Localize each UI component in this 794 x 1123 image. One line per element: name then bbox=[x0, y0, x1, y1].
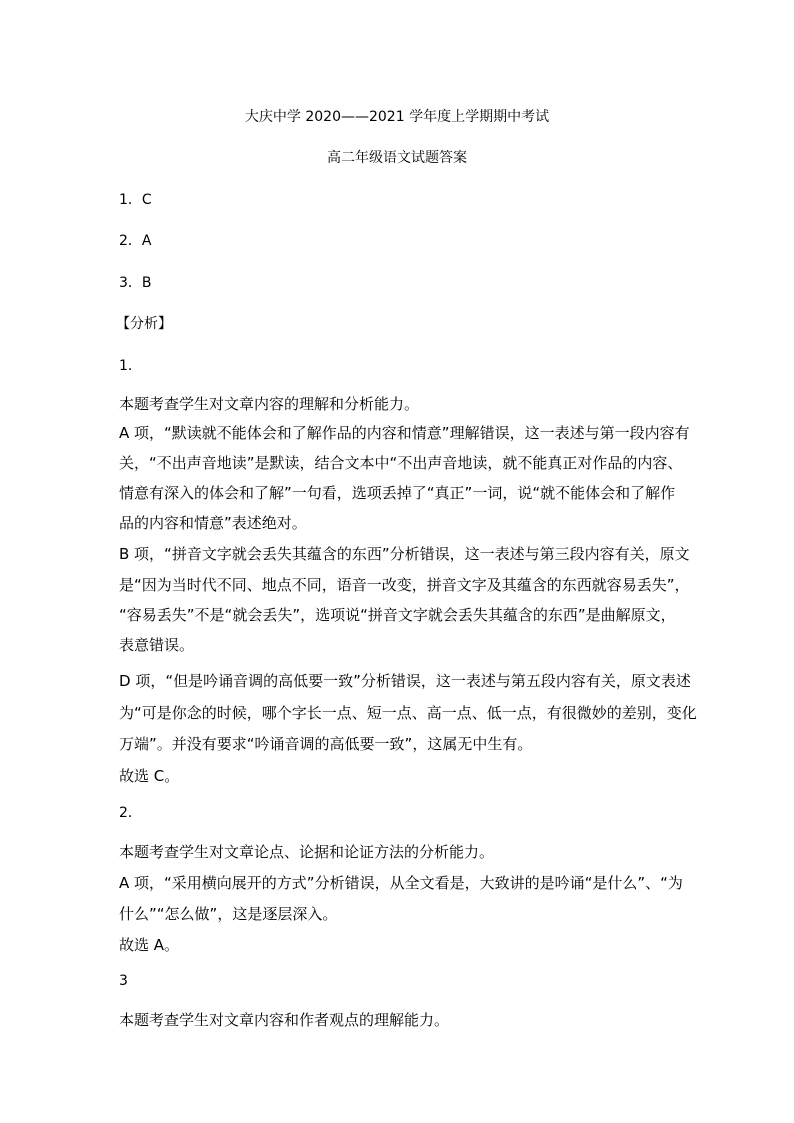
q2-intro: 本题考查学生对文章论点、论据和论证方法的分析能力。 bbox=[119, 843, 495, 861]
q1-line: D 项，“但是吟诵音调的高低要一致”分析错误，这一表述与第五段内容有关，原文表述 bbox=[119, 672, 691, 690]
q1-line: A 项，“默读就不能体会和了解作品的内容和情意”理解错误，这一表述与第一段内容有 bbox=[119, 424, 690, 442]
q2-line: A 项，“采用横向展开的方式”分析错误，从全文看是，大致讲的是吟诵“是什么”、“为 bbox=[119, 874, 683, 892]
q2-conclusion: 故选 A。 bbox=[119, 936, 180, 954]
answer-2: 2．A bbox=[119, 233, 152, 249]
q1-conclusion: 故选 C。 bbox=[119, 767, 180, 785]
q2-number: 2． bbox=[119, 805, 142, 821]
q1-line: 万端”。并没有要求“吟诵音调的高低要一致”，这属无中生有。 bbox=[119, 735, 533, 753]
q1-intro: 本题考查学生对文章内容的理解和分析能力。 bbox=[119, 395, 420, 413]
analysis-heading: 【分析】 bbox=[116, 316, 172, 332]
q1-number: 1． bbox=[119, 358, 142, 374]
q1-line: 为“可是你念的时候，哪个字长一点、短一点、高一点、低一点，有很微妙的差别，变化 bbox=[119, 704, 697, 722]
q1-line: 是“因为当时代不同、地点不同，语音一改变，拼音文字及其蕴含的东西就容易丢失”， bbox=[119, 576, 690, 594]
answer-3: 3．B bbox=[119, 275, 152, 291]
q1-line: 情意有深入的体会和了解”一句看，选项丢掉了“真正”一词，说“就不能体会和了解作 bbox=[119, 484, 676, 502]
q1-line: 关，“不出声音地读”是默读，结合文本中“不出声音地读，就不能真正对作品的内容、 bbox=[119, 454, 683, 472]
q1-line: “容易丢失”不是“就会丢失”，选项说“拼音文字就会丢失其蕴含的东西”是曲解原文， bbox=[119, 606, 676, 624]
q3-intro: 本题考查学生对文章内容和作者观点的理解能力。 bbox=[119, 1011, 450, 1029]
q1-line: B 项，“拼音文字就会丢失其蕴含的东西”分析错误，这一表述与第三段内容有关，原文 bbox=[119, 545, 690, 563]
document-subtitle: 高二年级语文试题答案 bbox=[327, 150, 467, 166]
document-title: 大庆中学 2020——2021 学年度上学期期中考试 bbox=[244, 109, 550, 125]
q1-line: 表意错误。 bbox=[119, 636, 195, 654]
answer-1: 1．C bbox=[119, 192, 152, 208]
q2-line: 什么”“怎么做”，这是逐层深入。 bbox=[119, 905, 338, 923]
q1-line: 品的内容和情意”表述绝对。 bbox=[119, 514, 307, 532]
q3-number: 3 bbox=[119, 973, 128, 989]
